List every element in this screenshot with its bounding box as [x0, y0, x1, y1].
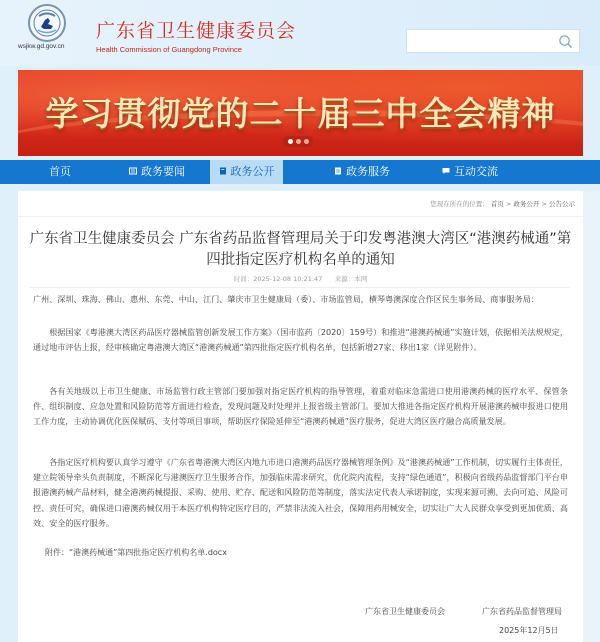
logo-emblem-icon[interactable] [28, 4, 66, 42]
breadcrumb-home[interactable]: 首页 [490, 200, 504, 208]
nav-item-news[interactable] [112, 160, 202, 184]
carousel-dot-2[interactable] [296, 139, 301, 144]
nav-item-label: 首页 [49, 165, 71, 178]
doc-icon [219, 167, 227, 175]
carousel-dot-3[interactable] [304, 139, 309, 144]
source-label: 来源： [334, 275, 355, 283]
site-subtitle: Health Commission of Guangdong Province [96, 45, 242, 54]
signature-drug-administration: 广东省药品监督管理局 [482, 607, 562, 616]
time-label: 时间： [233, 275, 254, 283]
attachment-label: 附件： [45, 548, 69, 557]
divider [30, 287, 570, 288]
site-header [0, 0, 600, 66]
breadcrumb-separator: > [541, 200, 549, 208]
site-title[interactable]: 广东省卫生健康委员会 [96, 20, 297, 42]
attachment [45, 547, 227, 558]
nav-item-label: 政务要闻 [141, 165, 185, 178]
search-icon[interactable] [558, 34, 573, 49]
nav-item-label: 政务服务 [346, 165, 390, 178]
nav-item-interaction[interactable] [430, 160, 510, 184]
nav-item-home[interactable] [36, 160, 84, 184]
page-margin [583, 191, 600, 642]
chat-icon [442, 167, 450, 175]
nav-item-services[interactable] [322, 160, 402, 184]
news-icon [129, 167, 137, 175]
article-paragraph-3: 各指定医疗机构要认真学习遵守《广东省粤港澳大湾区内地九市进口港澳药品医疗器械管理条例》及“港澳药械通”工作机制，切实履行主体责任，建立院领导牵头负责制度，不断深化与港澳医疗卫生服务合作，加强临床需求研究，优化院内流程，支持“绿色通道”，积极向省级药品监督部门平台申报港澳药械产品材料，健全港澳药械提报、采购、使用、贮存、配送和风险防范等制度，落实法定代表人承诺制度，实现来源可溯、去向可追、风险可控、责任可究，确保进口港澳药械仅用于本医疗机构特定医疗目的，严禁非法流入社会，保障用药用械安全，切实让广大人民群众享受到更加优质、高效、安全的医疗服务。 [33, 457, 568, 528]
clipboard-icon [334, 167, 342, 175]
breadcrumb-separator: > [505, 200, 514, 208]
nav-item-gov-info[interactable] [210, 160, 283, 184]
attachment-row [18, 537, 583, 557]
signature-health-commission: 广东省卫生健康委员会 [365, 607, 445, 616]
carousel-dot-1[interactable] [288, 139, 293, 144]
main-nav [0, 160, 600, 184]
breadcrumb-prefix: 您现在所在的位置： [430, 200, 489, 208]
hero-banner[interactable] [18, 70, 583, 156]
publish-time: 2025-12-08 10:21:47 [253, 275, 323, 283]
source-value: 本网 [354, 275, 368, 283]
article-paragraph-1: 根据国家《粤港澳大湾区药品医疗器械监管创新发展工作方案》（国市监药〔2020〕159号）和推进“港澳药械通”实施计划，依据相关法规规定，通过地市评估上报，经审核确定粤港澳大湾区“港澳药械通”第四批指定医疗机构名单，包括新增27家、移出1家（详见附件）。 [33, 327, 568, 353]
breadcrumb-announcements[interactable]: 公告公示 [549, 200, 575, 208]
attachment-link[interactable]: “港澳药械通”第四批指定医疗机构名单.docx [69, 548, 227, 557]
search-input[interactable] [406, 29, 580, 53]
carousel-indicator [283, 136, 313, 147]
logo-url-text: wsjkw.gd.gov.cn [18, 43, 65, 50]
article-addressee: 广州、深圳、珠海、佛山、惠州、东莞、中山、江门、肇庆市卫生健康局（委）、市场监管局，横琴粤澳深度合作区民生事务局、商事服务局： [33, 294, 539, 304]
article-panel [18, 191, 583, 642]
banner-headline: 学习贯彻党的二十届三中全会精神 [45, 94, 556, 133]
nav-item-label: 互动交流 [454, 165, 498, 178]
article-meta [18, 274, 583, 283]
document-date: 2025年12月5日 [499, 626, 559, 635]
nav-item-label: 政务公开 [230, 165, 275, 178]
article-title: 广东省卫生健康委员会 广东省药品监督管理局关于印发粤港澳大湾区“港澳药械通”第四批指定医疗机构名单的通知 [29, 231, 572, 268]
breadcrumb [430, 199, 575, 208]
breadcrumb-gov-info[interactable]: 政务公开 [513, 200, 540, 208]
article-paragraph-2: 各有关地级以上市卫生健康、市场监管行政主管部门要加强对指定医疗机构的指导管理，着重对临床急需进口使用港澳药械的医疗水平、保管条件、组织制度、应急处置和风险防范等方面进行检查，发现问题及时处理并上报省级主管部门。要加大推进各指定医疗机构开展港澳药械申报进口使用工作力度，主动协调优化医保赋码、支付等项目事项，帮助医疗保险延伸至“港澳药械通”医疗服务，促进大湾区医疗融合高质量发展。 [33, 386, 568, 427]
divider [18, 216, 583, 217]
